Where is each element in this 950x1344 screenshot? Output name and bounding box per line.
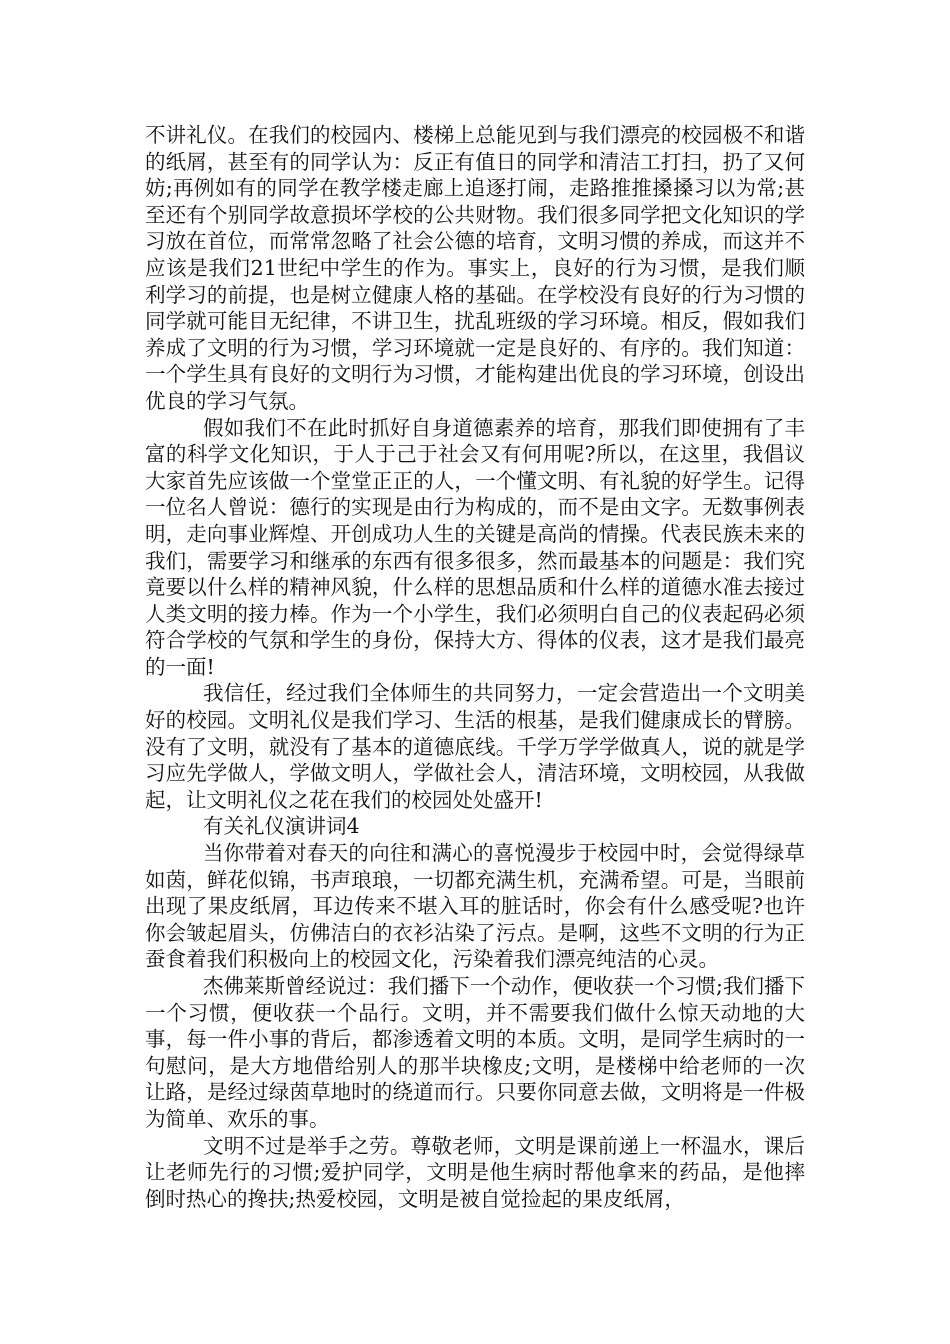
document-body [145, 122, 805, 1212]
paragraph: 杰佛莱斯曾经说过：我们播下一个动作，便收获一个习惯;我们播下一个习惯，便收获一个品行。文明，并不需要我们做什么惊天动地的大事，每一件小事的背后，都渗透着文明的本质。文明，是同学生病时的一句慰问，是大方地借给别人的那半块橡皮;文明，是楼梯中给老师的一次让路，是经过绿茵草地时的绕道而行。只要你同意去做，文明将是一件极为简单、欢乐的事。 [145, 974, 805, 1131]
paragraph: 文明不过是举手之劳。尊敬老师，文明是课前递上一杯温水，课后让老师先行的习惯;爱护同学，文明是他生病时帮他拿来的药品，是他摔倒时热心的搀扶;热爱校园，文明是被自觉捡起的果皮纸屑， [145, 1133, 805, 1211]
paragraph: 假如我们不在此时抓好自身道德素养的培育，那我们即使拥有了丰富的科学文化知识，于人于己于社会又有何用呢?所以，在这里，我倡议大家首先应该做一个堂堂正正的人，一个懂文明、有礼貌的好学生。记得一位名人曾说：德行的实现是由行为构成的，而不是由文字。无数事例表明，走向事业辉煌、开创成功人生的关键是高尚的情操。代表民族未来的我们，需要学习和继承的东西有很多很多，然而最基本的问题是：我们究竟要以什么样的精神风貌，什么样的思想品质和什么样的道德水准去接过人类文明的接力棒。作为一个小学生，我们必须明白自己的仪表起码必须符合学校的气氛和学生的身份，保持大方、得体的仪表，这才是我们最亮的一面! [145, 415, 805, 679]
section-heading: 有关礼仪演讲词4 [203, 814, 360, 839]
paragraph: 当你带着对春天的向往和满心的喜悦漫步于校园中时，会觉得绿草如茵，鲜花似锦，书声琅琅，一切都充满生机，充满希望。可是，当眼前出现了果皮纸屑，耳边传来不堪入耳的脏话时，你会有什么感受呢?也许你会皱起眉头，仿佛洁白的衣衫沾染了污点。是啊，这些不文明的行为正蚕食着我们积极向上的校园文化，污染着我们漂亮纯洁的心灵。 [145, 841, 805, 972]
paragraph-continued: 不讲礼仪。在我们的校园内、楼梯上总能见到与我们漂亮的校园极不和谐的纸屑，甚至有的同学认为：反正有值日的同学和清洁工打扫，扔了又何妨;再例如有的同学在教学楼走廊上追逐打闹，走路推推搡搡习以为常;甚至还有个别同学故意损坏学校的公共财物。我们很多同学把文化知识的学习放在首位，而常常忽略了社会公德的培育，文明习惯的养成，而这并不应该是我们21世纪中学生的作为。事实上，良好的行为习惯，是我们顺利学习的前提，也是树立健康人格的基础。在学校没有良好的行为习惯的同学就可能目无纪律，不讲卫生，扰乱班级的学习环境。相反，假如我们养成了文明的行为习惯，学习环境就一定是良好的、有序的。我们知道：一个学生具有良好的文明行为习惯，才能构建出优良的学习环境，创设出优良的学习气氛。 [145, 123, 805, 413]
paragraph: 我信任，经过我们全体师生的共同努力，一定会营造出一个文明美好的校园。文明礼仪是我们学习、生活的根基，是我们健康成长的臂膀。没有了文明，就没有了基本的道德底线。千学万学学做真人，说的就是学习应先学做人，学做文明人，学做社会人，清洁环境，文明校园，从我做起，让文明礼仪之花在我们的校园处处盛开! [145, 681, 805, 812]
